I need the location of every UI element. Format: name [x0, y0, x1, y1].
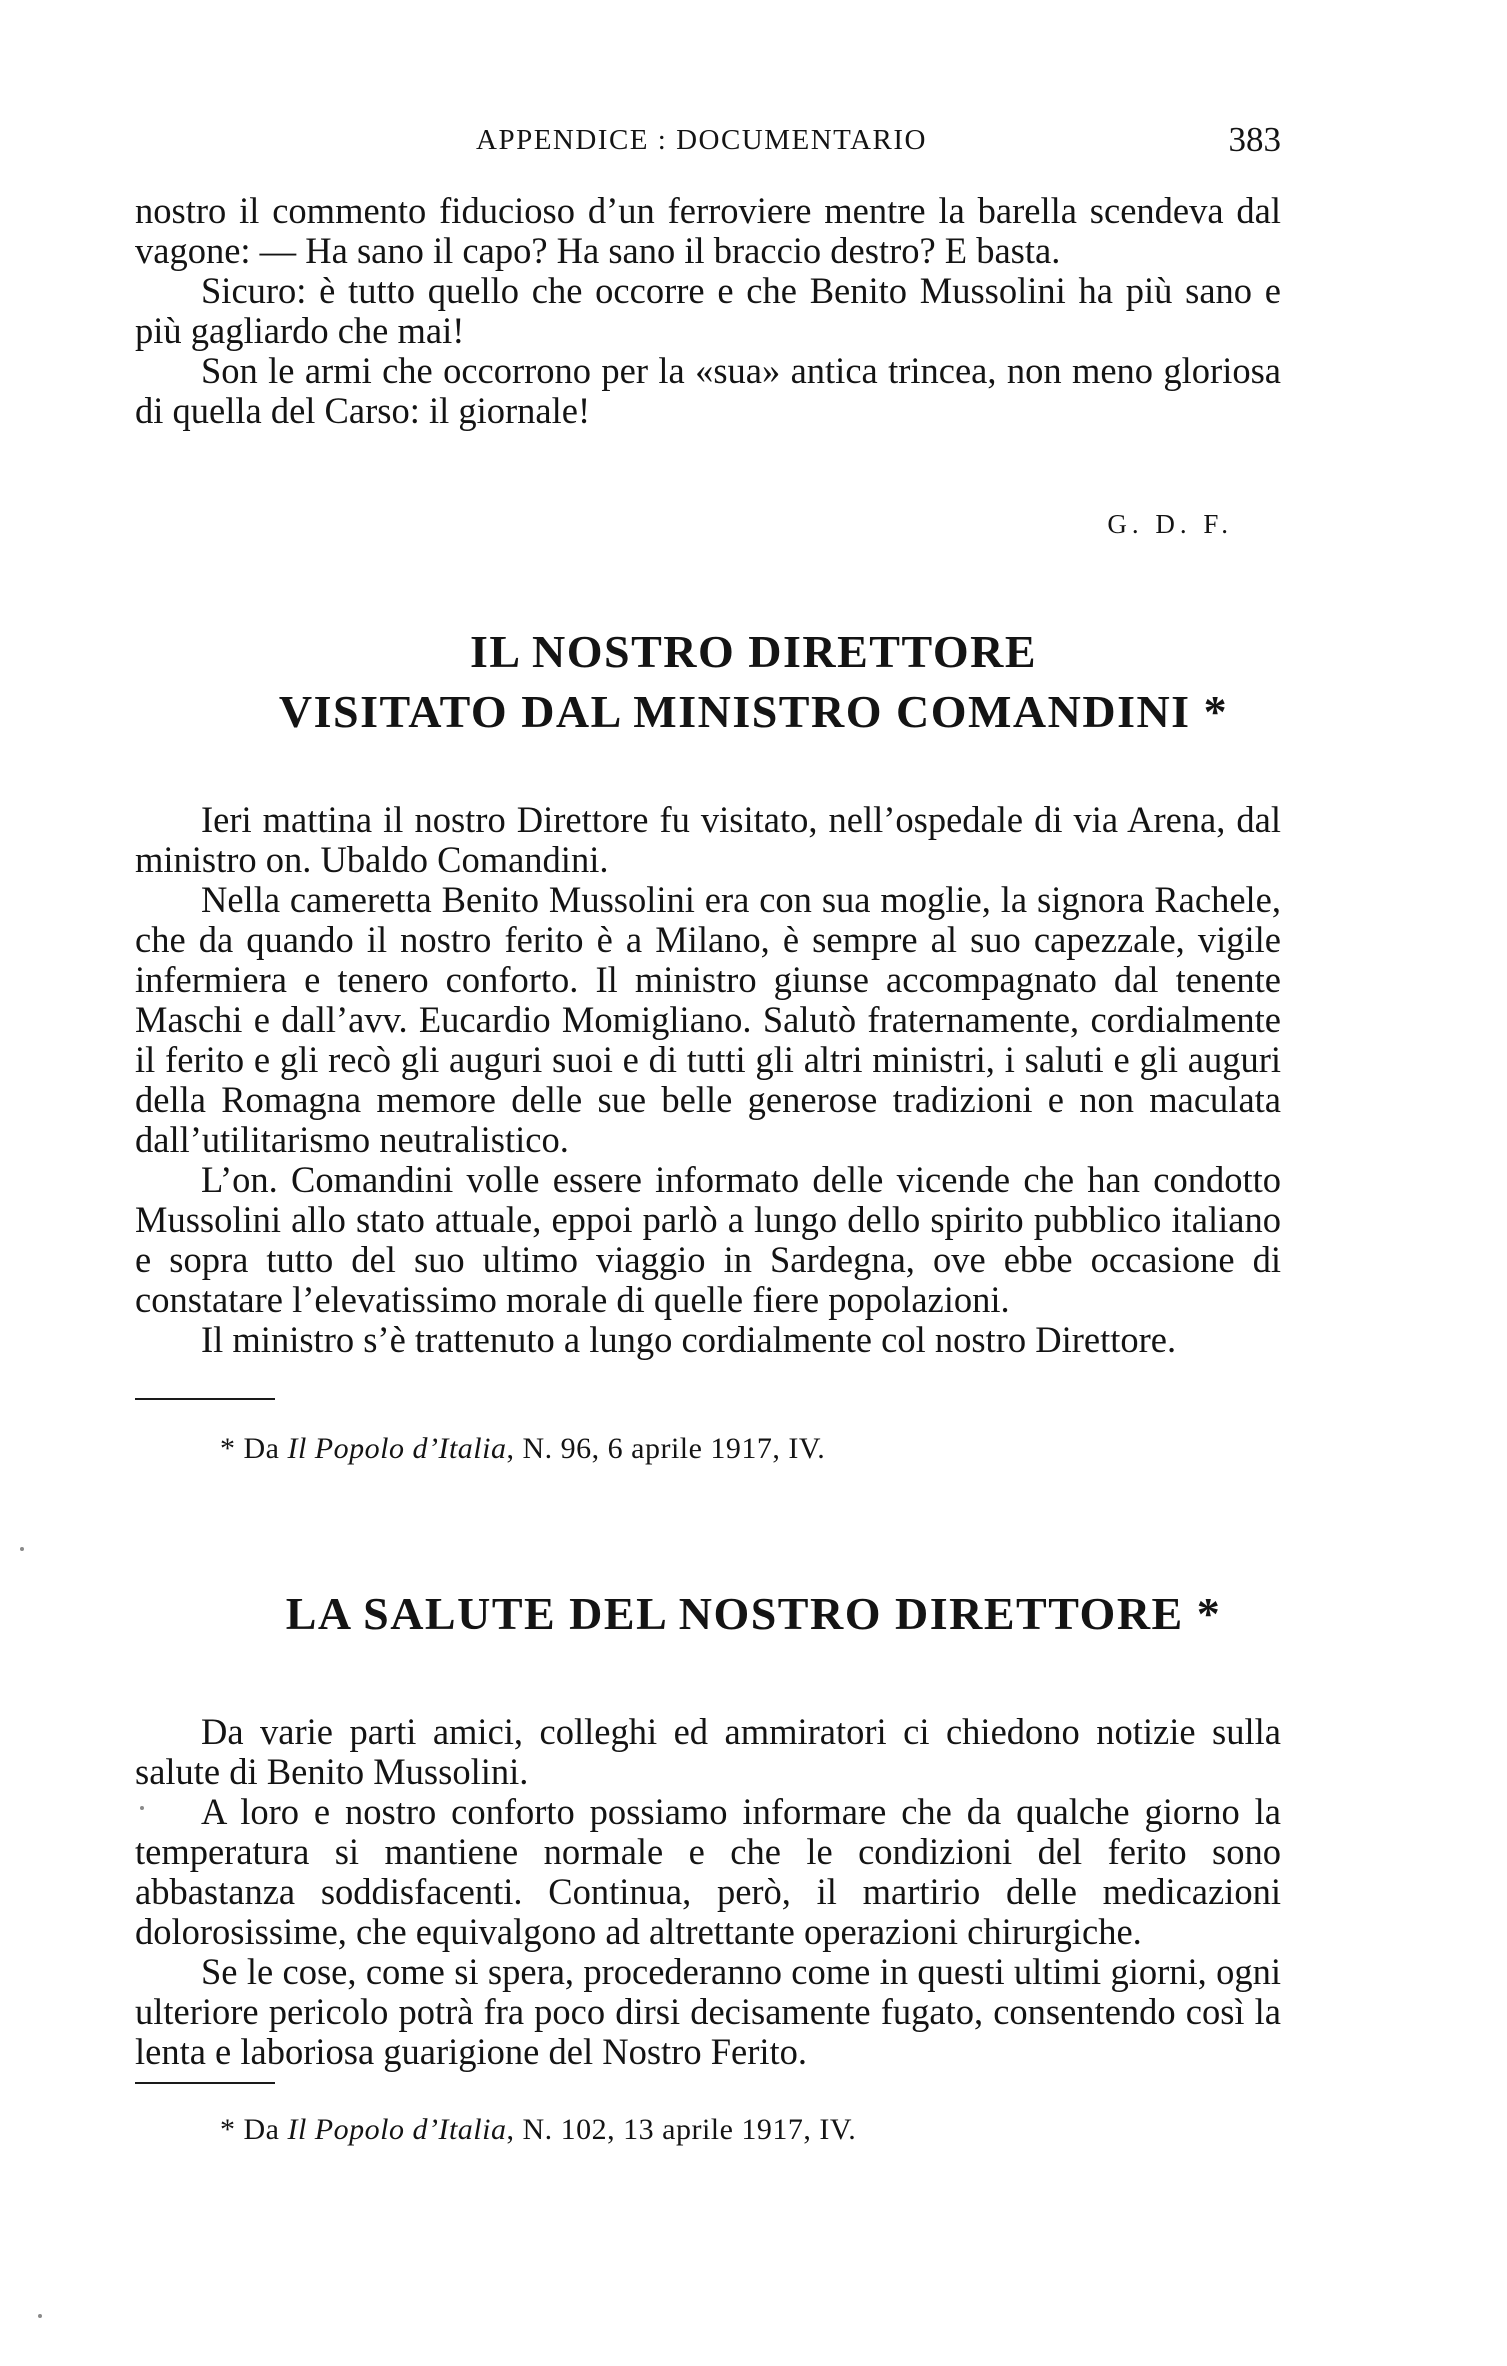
footnote-rule	[135, 2082, 275, 2084]
footnote	[220, 2113, 856, 2147]
article1-body	[135, 800, 1281, 1360]
footnote	[220, 1432, 825, 1466]
intro-paragraph: nostro il commento fiducioso d’un ferroviere mentre la barella scendeva dal vagone: — Ha sano il capo? Ha sano il braccio destro? E basta.	[135, 190, 1281, 271]
running-head: APPENDICE : DOCUMENTARIO	[476, 124, 927, 156]
article-title: LA SALUTE DEL NOSTRO DIRETTORE *	[285, 1588, 1222, 1639]
footnote-source: Il Popolo d’Italia	[287, 2113, 507, 2146]
scan-speck	[140, 1806, 144, 1810]
intro-paragraph: Son le armi che occorrono per la «sua» antica trincea, non meno gloriosa di quella del Carso: il giornale!	[135, 350, 1281, 431]
footnote-suffix: , N. 96, 6 aprile 1917, IV.	[506, 1432, 826, 1465]
footnote-rule	[135, 1398, 275, 1400]
article1-paragraph: Il ministro s’è trattenuto a lungo cordialmente col nostro Direttore.	[201, 1319, 1177, 1360]
scan-speck	[38, 2314, 42, 2318]
page-number: 383	[1228, 120, 1281, 159]
scan-speck	[20, 1547, 24, 1551]
article-title-line1: IL NOSTRO DIRETTORE	[469, 626, 1038, 677]
article2-body	[135, 1712, 1281, 2072]
article1-paragraph: Nella cameretta Benito Mussolini era con sua moglie, la signora Rachele, che da quando il nostro ferito è a Milano, è sempre al suo capezzale, vigile infermiera e tenero conforto. Il ministro giunse accompagnato dal tenente Maschi e dall’avv. Eucardio Momigliano. Salutò fraternamente, cordialmente il ferito e gli recò gli auguri suoi e di tutti gli altri ministri, i saluti e gli auguri della Romagna memore delle sue belle generose tradizioni e non maculata dall’utilitarismo neutralistico.	[135, 879, 1281, 1160]
footnote-source: Il Popolo d’Italia	[287, 1432, 507, 1465]
footnote-prefix: * Da	[220, 2113, 288, 2146]
intro-section	[135, 191, 1281, 431]
article-title-line2: VISITATO DAL MINISTRO COMANDINI *	[278, 686, 1229, 737]
intro-paragraph: Sicuro: è tutto quello che occorre e che Benito Mussolini ha più sano e più gagliardo che mai!	[135, 270, 1281, 351]
article2-paragraph: Da varie parti amici, colleghi ed ammiratori ci chiedono notizie sulla salute di Benito Mussolini.	[135, 1711, 1281, 1792]
footnote-prefix: * Da	[220, 1432, 288, 1465]
page-header	[0, 120, 1507, 164]
article2-paragraph: Se le cose, come si spera, procederanno come in questi ultimi giorni, ogni ulteriore pericolo potrà fra poco dirsi decisamente fugato, consentendo così la lenta e laboriosa guarigione del Nostro Ferito.	[135, 1951, 1281, 2072]
article1-paragraph: L’on. Comandini volle essere informato delle vicende che han condotto Mussolini allo stato attuale, eppoi parlò a lungo dello spirito pubblico italiano e sopra tutto del suo ultimo viaggio in Sardegna, ove ebbe occasione di constatare l’elevatissimo morale di quelle fiere popolazioni.	[135, 1159, 1281, 1320]
author-signature: G. D. F.	[1107, 509, 1233, 539]
article2-paragraph: A loro e nostro conforto possiamo informare che da qualche giorno la temperatura si mantiene normale e che le condizioni del ferito sono abbastanza soddisfacenti. Continua, però, il martirio delle medicazioni dolorosissime, che equivalgono ad altrettante operazioni chirurgiche.	[135, 1791, 1281, 1952]
article1-paragraph: Ieri mattina il nostro Direttore fu visitato, nell’ospedale di via Arena, dal ministro on. Ubaldo Comandini.	[135, 799, 1281, 880]
footnote-suffix: , N. 102, 13 aprile 1917, IV.	[506, 2113, 857, 2146]
